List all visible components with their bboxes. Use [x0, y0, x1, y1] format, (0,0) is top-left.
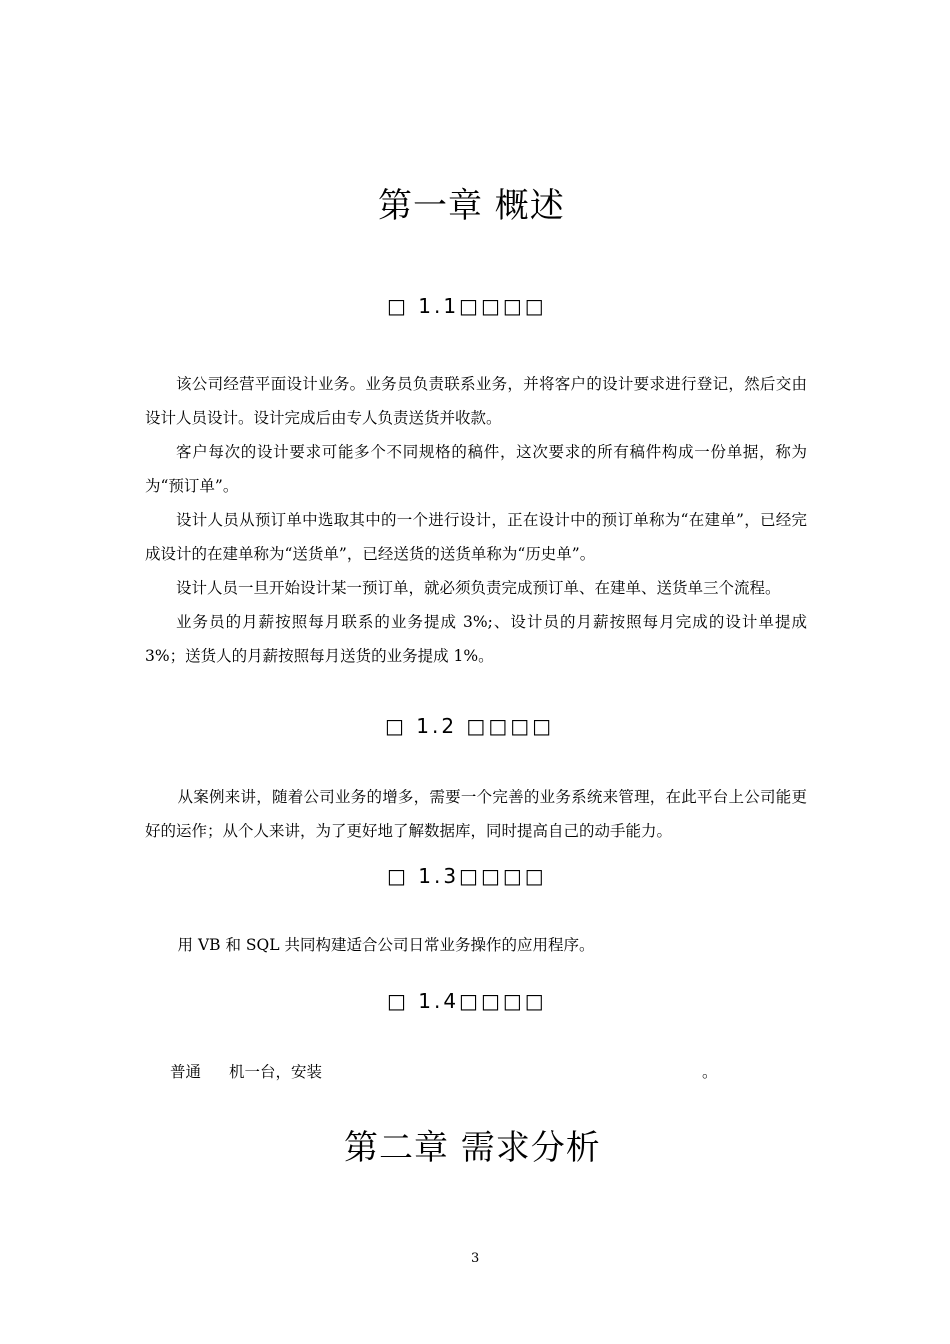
- section-1-1-body: [145, 367, 807, 673]
- paragraph: 设计人员从预订单中选取其中的一个进行设计，正在设计中的预订单称为“在建单”，已经完成设计的在建单称为“送货单”，已经送货的送货单称为“历史单”。: [145, 511, 807, 563]
- section-1-4-heading: □ 1.4□□□□: [387, 989, 547, 1013]
- section-1-4-text-b: 机一台，安装: [229, 1063, 323, 1081]
- section-1-2-body: [145, 780, 807, 848]
- paragraph: 从案例来讲，随着公司业务的增多，需要一个完善的业务系统来管理，在此平台上公司能更好的运作；从个人来讲，为了更好地了解数据库，同时提高自己的动手能力。: [145, 788, 807, 840]
- section-1-1-heading: □ 1.1□□□□: [387, 294, 547, 318]
- paragraph: 该公司经营平面设计业务。业务员负责联系业务，并将客户的设计要求进行登记，然后交由设计人员设计。设计完成后由专人负责送货并收款。: [145, 375, 807, 427]
- paragraph: 业务员的月薪按照每月联系的业务提成 3%;、设计员的月薪按照每月完成的设计单提成 3%；送货人的月薪按照每月送货的业务提成 1%。: [145, 613, 807, 665]
- chapter-2-title: 第二章 需求分析: [344, 1128, 601, 1168]
- paragraph: 客户每次的设计要求可能多个不同规格的稿件，这次要求的所有稿件构成一份单据，称为为“预订单”。: [145, 443, 807, 495]
- section-1-3-heading: □ 1.3□□□□: [387, 864, 547, 888]
- paragraph: 设计人员一旦开始设计某一预订单，就必须负责完成预订单、在建单、送货单三个流程。: [176, 579, 781, 597]
- paragraph: 用 VB 和 SQL 共同构建适合公司日常业务操作的应用程序。: [177, 936, 595, 954]
- page-number: 3: [471, 1251, 480, 1266]
- section-1-3-body: [145, 928, 807, 962]
- section-1-4-text-c: 。: [702, 1063, 718, 1081]
- section-1-4-text-a: 普通: [170, 1063, 202, 1081]
- section-1-2-heading: □ 1.2 □□□□: [385, 714, 555, 738]
- chapter-1-title: 第一章 概述: [378, 186, 565, 226]
